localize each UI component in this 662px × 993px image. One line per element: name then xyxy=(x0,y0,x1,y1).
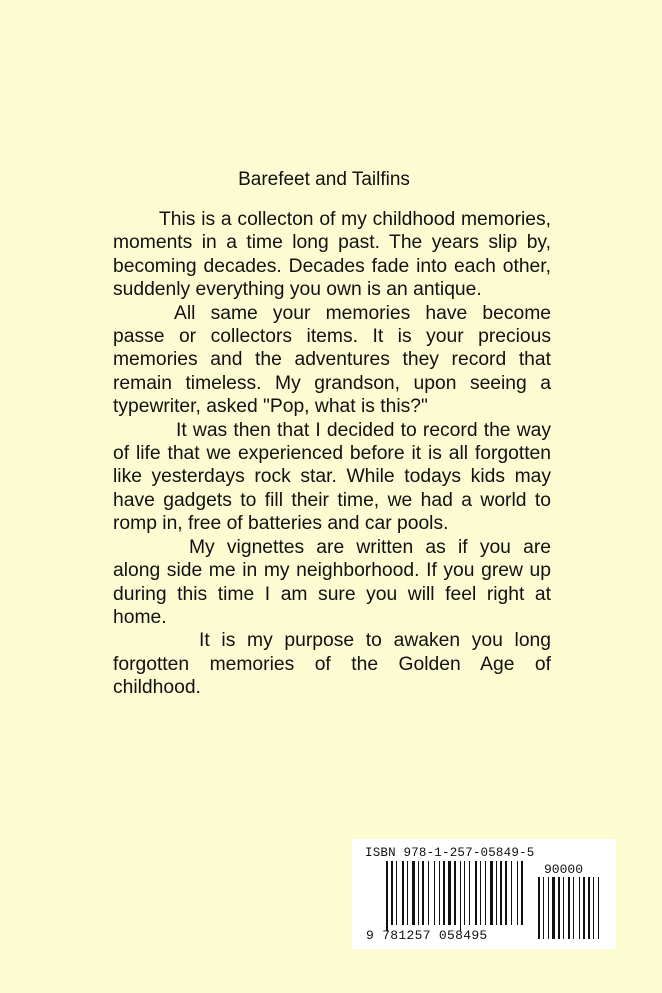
barcode-bar xyxy=(505,861,507,925)
barcode-bar xyxy=(402,861,404,925)
barcode-addon-bar xyxy=(538,877,540,939)
blurb-paragraph-3: It was then that I decided to record the way of life that we experienced before it is all forgotten like yesterdays rock star. While todays kids may have gadgets to fill their time, we had a world to romp in, free of batteries and car pools. xyxy=(113,419,551,535)
barcode-bar xyxy=(443,861,445,925)
barcode-bar xyxy=(460,861,461,931)
blurb-paragraph-2: All same your memories have become passe or collectors items. It is your precious memories and the adventures they record that remain timeless. My grandson, upon seeing a typewriter, asked "Pop, what is this?" xyxy=(113,302,551,418)
barcode-bar xyxy=(464,861,465,925)
barcode-addon-bar xyxy=(593,877,594,939)
barcode-addon-bar xyxy=(579,877,580,939)
barcode-bar xyxy=(521,861,523,925)
barcode-addon-bar xyxy=(543,877,544,939)
ean-digits: 9 781257 058495 xyxy=(366,928,488,943)
barcode-bar xyxy=(475,861,477,925)
barcode-bar xyxy=(439,861,440,925)
barcode-addon-bar xyxy=(558,877,560,939)
barcode-addon-bar xyxy=(598,877,599,939)
barcode-bar xyxy=(500,861,502,925)
back-cover-blurb xyxy=(113,208,551,700)
barcode-bar xyxy=(517,861,518,925)
barcode-addon-bar xyxy=(583,877,585,939)
isbn-number: ISBN 978-1-257-05849-5 xyxy=(365,846,535,860)
barcode-bar xyxy=(469,861,470,925)
barcode-addon-bar xyxy=(563,877,564,939)
barcode-bar xyxy=(422,861,424,925)
barcode-bar xyxy=(490,861,493,925)
barcode-bar xyxy=(407,861,408,925)
barcode-addon-bar xyxy=(568,877,570,939)
barcode-bar xyxy=(496,861,497,925)
barcode-bar xyxy=(391,861,393,925)
barcode-bar xyxy=(448,861,451,925)
blurb-paragraph-1: This is a collecton of my childhood memories, moments in a time long past. The years slip by, becoming decades. Decades fade into each other, suddenly everything you own is an antique. xyxy=(113,209,551,301)
barcode-addon-bar xyxy=(588,877,590,939)
blurb-paragraph-5: It is my purpose to awaken you long forgotten memories of the Golden Age of childhood. xyxy=(113,630,551,699)
price-code: 90000 xyxy=(544,862,584,877)
barcode-addon-bar xyxy=(548,877,549,939)
barcode-bar xyxy=(396,861,397,925)
barcode-bar xyxy=(412,861,415,925)
barcode-bar xyxy=(428,861,429,925)
book-title-text: Barefeet and Tailfins xyxy=(238,169,410,190)
barcode-bar xyxy=(434,861,435,925)
barcode-bar xyxy=(485,861,486,925)
barcode-bar xyxy=(480,861,481,925)
barcode-bar xyxy=(386,861,388,931)
barcode-bar xyxy=(418,861,419,925)
barcode-addon-bar xyxy=(552,877,555,939)
barcode-bar xyxy=(511,861,512,925)
barcode-bar xyxy=(454,861,456,925)
barcode-addon-bar xyxy=(573,877,574,939)
blurb-paragraph-4: My vignettes are written as if you are along side me in my neighborhood. If you grew up during this time I am sure you will feel right at home. xyxy=(113,536,551,628)
isbn-barcode xyxy=(352,839,616,949)
book-title xyxy=(0,168,662,192)
